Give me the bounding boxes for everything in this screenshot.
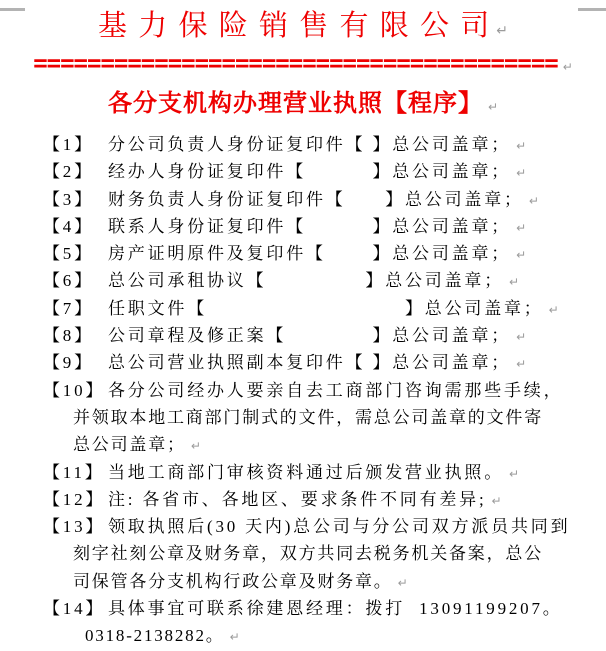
document-subtitle	[0, 89, 606, 122]
item-text: 注: 各省市、各地区、要求条件不同有差异;	[108, 489, 487, 509]
paragraph-mark-icon: ↵	[496, 23, 508, 39]
item-text: 任职文件【 】总公司盖章；	[108, 298, 544, 318]
item-text: 具体事宜可联系徐建恩经理：拨打 13091199207。	[108, 599, 563, 619]
item-number: 【5】	[43, 244, 94, 264]
paragraph-mark-icon: ↵	[509, 466, 520, 481]
section-divider	[0, 49, 606, 77]
paragraph-mark-icon: ↵	[528, 193, 539, 208]
item-text: 财务负责人身份证复印件【 】总公司盖章；	[108, 189, 524, 209]
paragraph-mark-icon: ↵	[397, 575, 408, 590]
list-item-14	[43, 596, 606, 623]
item-text: 经办人身份证复印件【 】总公司盖章；	[108, 162, 512, 182]
list-item-13-cont	[43, 541, 606, 568]
list-item-6	[43, 268, 606, 295]
item-text: 公司章程及修正案【 】总公司盖章；	[108, 326, 512, 346]
list-item-13-cont	[43, 569, 606, 596]
item-number: 【2】	[43, 162, 94, 182]
list-item-10	[43, 378, 606, 405]
company-title-text: 基 力 保 险 销 售 有 限 公 司	[98, 10, 492, 42]
item-text: 0318-2138282。	[85, 626, 225, 646]
list-item-13	[43, 514, 606, 541]
item-text: 总公司盖章；	[73, 435, 186, 455]
paragraph-mark-icon: ↵	[516, 357, 527, 372]
paragraph-mark-icon: ↵	[516, 248, 527, 263]
list-item-7	[43, 296, 606, 323]
list-item-11	[43, 460, 606, 487]
list-item-10-cont	[43, 405, 606, 432]
list-item-10-cont	[43, 432, 606, 459]
list-item-9	[43, 350, 606, 377]
item-text: 总公司营业执照副本复印件【 】总公司盖章；	[108, 353, 512, 373]
item-number: 【13】	[43, 517, 106, 537]
item-text: 各分公司经办人要亲自去工商部门咨询需那些手续，	[108, 380, 564, 400]
item-text: 并领取本地工商部门制式的文件，需总公司盖章的文件寄	[73, 407, 543, 427]
item-number: 【9】	[43, 353, 94, 373]
list-item-4	[43, 214, 606, 241]
paragraph-mark-icon: ↵	[487, 100, 499, 114]
item-number: 【14】	[43, 599, 106, 619]
item-text: 总公司承租协议【 】总公司盖章；	[108, 271, 504, 291]
item-number: 【12】	[43, 489, 106, 509]
list-item-1	[43, 132, 606, 159]
item-text: 分公司负责人身份证复印件【 】总公司盖章；	[108, 135, 512, 154]
paragraph-mark-icon: ↵	[491, 493, 502, 508]
paragraph-mark-icon: ↵	[229, 630, 240, 645]
paragraph-mark-icon: ↵	[548, 302, 559, 317]
item-text: 司保管各分支机构行政公章及财务章。	[73, 571, 393, 591]
item-number: 【1】	[43, 135, 94, 154]
list-item-3	[43, 187, 606, 214]
item-text: 联系人身份证复印件【 】总公司盖章；	[108, 216, 512, 236]
page-top-left-edge-mark	[0, 8, 25, 11]
item-number: 【6】	[43, 271, 94, 291]
list-item-14-cont	[43, 623, 606, 650]
page-top-right-edge-mark	[578, 8, 606, 11]
paragraph-mark-icon: ↵	[562, 60, 573, 74]
paragraph-mark-icon: ↵	[509, 275, 520, 290]
paragraph-mark-icon: ↵	[190, 439, 201, 454]
item-number: 【8】	[43, 326, 94, 346]
document-page	[0, 8, 606, 646]
item-text: 领取执照后(30 天内)总公司与分公司双方派员共同到	[108, 517, 571, 537]
company-title	[0, 8, 606, 49]
item-text: 当地工商部门审核资料通过后颁发营业执照。	[108, 462, 504, 482]
paragraph-mark-icon: ↵	[516, 139, 527, 153]
list-item-12	[43, 487, 606, 514]
item-text: 刻字社刻公章及财务章，双方共同去税务机关备案，总公	[73, 544, 543, 564]
procedure-list	[0, 132, 606, 651]
list-item-8	[43, 323, 606, 350]
paragraph-mark-icon: ↵	[516, 166, 527, 181]
document-subtitle-text: 各分支机构办理营业执照【程序】	[107, 91, 483, 117]
item-number: 【11】	[43, 462, 105, 482]
item-number: 【10】	[43, 380, 106, 400]
item-number: 【7】	[43, 298, 94, 318]
item-number: 【3】	[43, 189, 94, 209]
item-text: 房产证明原件及复印件【 】总公司盖章；	[108, 244, 512, 264]
paragraph-mark-icon: ↵	[516, 330, 527, 345]
list-item-2	[43, 159, 606, 186]
paragraph-mark-icon: ↵	[516, 220, 527, 235]
list-item-5	[43, 241, 606, 268]
item-number: 【4】	[43, 216, 94, 236]
divider-line-text: =======================================	[33, 49, 558, 77]
